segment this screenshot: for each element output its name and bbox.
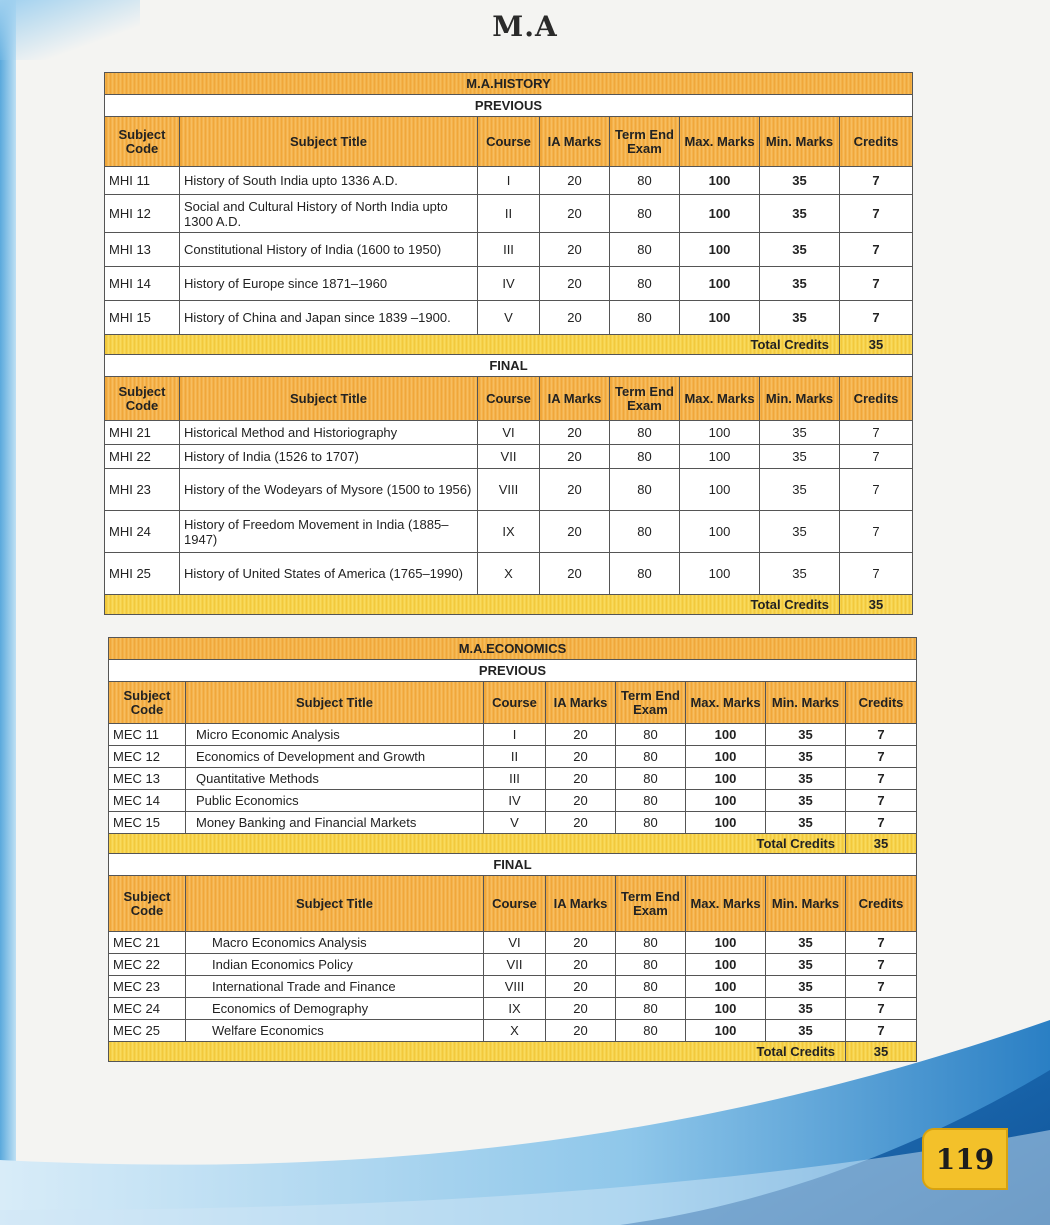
min-marks: 35	[766, 1020, 846, 1042]
credits: 7	[840, 445, 913, 469]
subject-code: MHI 21	[105, 421, 180, 445]
col-subject-title: Subject Title	[186, 682, 484, 724]
min-marks: 35	[760, 301, 840, 335]
credits: 7	[840, 167, 913, 195]
subject-code: MEC 12	[109, 746, 186, 768]
max-marks: 100	[686, 812, 766, 834]
term-end-exam: 80	[610, 167, 680, 195]
credits: 7	[846, 976, 917, 998]
subject-code: MHI 25	[105, 553, 180, 595]
ia-marks: 20	[540, 445, 610, 469]
subject-title: Welfare Economics	[186, 1020, 484, 1042]
course: VII	[478, 445, 540, 469]
course: II	[478, 195, 540, 233]
min-marks: 35	[766, 976, 846, 998]
subject-code: MEC 24	[109, 998, 186, 1020]
col-subject-code: Subject Code	[109, 876, 186, 932]
history-final-label: FINAL	[105, 355, 913, 377]
col-credits: Credits	[840, 377, 913, 421]
history-previous-label: PREVIOUS	[105, 95, 913, 117]
term-end-exam: 80	[616, 790, 686, 812]
max-marks: 100	[680, 267, 760, 301]
col-ia-marks: IA Marks	[546, 682, 616, 724]
ia-marks: 20	[540, 195, 610, 233]
subject-code: MEC 15	[109, 812, 186, 834]
max-marks: 100	[686, 724, 766, 746]
term-end-exam: 80	[610, 553, 680, 595]
table-row	[105, 445, 913, 469]
subject-code: MEC 21	[109, 932, 186, 954]
subject-code: MEC 13	[109, 768, 186, 790]
col-min-marks: Min. Marks	[760, 377, 840, 421]
min-marks: 35	[766, 932, 846, 954]
economics-previous-header-row	[109, 682, 917, 724]
subject-code: MEC 23	[109, 976, 186, 998]
subject-code: MHI 11	[105, 167, 180, 195]
col-term-end-exam: Term End Exam	[616, 876, 686, 932]
history-final-header-row	[105, 377, 913, 421]
history-table	[104, 72, 913, 615]
col-min-marks: Min. Marks	[766, 876, 846, 932]
max-marks: 100	[686, 1020, 766, 1042]
col-course: Course	[484, 876, 546, 932]
term-end-exam: 80	[616, 724, 686, 746]
subject-title: Economics of Development and Growth	[186, 746, 484, 768]
col-term-end-exam: Term End Exam	[610, 377, 680, 421]
page-number-badge: 119	[922, 1128, 1008, 1190]
subject-code: MEC 11	[109, 724, 186, 746]
col-subject-title: Subject Title	[186, 876, 484, 932]
total-credits-label: Total Credits	[109, 834, 846, 854]
subject-title: History of United States of America (1765–1990)	[180, 553, 478, 595]
table-row	[105, 469, 913, 511]
col-ia-marks: IA Marks	[540, 377, 610, 421]
min-marks: 35	[760, 511, 840, 553]
max-marks: 100	[680, 421, 760, 445]
min-marks: 35	[760, 469, 840, 511]
subject-title: Indian Economics Policy	[186, 954, 484, 976]
min-marks: 35	[760, 233, 840, 267]
ia-marks: 20	[540, 267, 610, 301]
table-row	[105, 553, 913, 595]
min-marks: 35	[760, 267, 840, 301]
subject-title: Micro Economic Analysis	[186, 724, 484, 746]
credits: 7	[840, 267, 913, 301]
credits: 7	[846, 932, 917, 954]
table-row	[105, 167, 913, 195]
credits: 7	[846, 812, 917, 834]
max-marks: 100	[680, 511, 760, 553]
course: IX	[484, 998, 546, 1020]
table-row	[109, 954, 917, 976]
max-marks: 100	[680, 301, 760, 335]
history-final-total-row	[105, 595, 913, 615]
subject-title: History of Europe since 1871–1960	[180, 267, 478, 301]
course: II	[484, 746, 546, 768]
subject-title: Historical Method and Historiography	[180, 421, 478, 445]
col-course: Course	[478, 377, 540, 421]
subject-code: MHI 14	[105, 267, 180, 301]
max-marks: 100	[686, 954, 766, 976]
col-max-marks: Max. Marks	[686, 876, 766, 932]
total-credits-value: 35	[846, 834, 917, 854]
subject-title: History of China and Japan since 1839 –1900.	[180, 301, 478, 335]
credits: 7	[840, 301, 913, 335]
course: IV	[478, 267, 540, 301]
table-row	[105, 233, 913, 267]
subject-title: History of India (1526 to 1707)	[180, 445, 478, 469]
min-marks: 35	[760, 445, 840, 469]
subject-code: MHI 15	[105, 301, 180, 335]
col-credits: Credits	[846, 876, 917, 932]
subject-title: Quantitative Methods	[186, 768, 484, 790]
subject-code: MHI 23	[105, 469, 180, 511]
min-marks: 35	[760, 421, 840, 445]
credits: 7	[846, 724, 917, 746]
term-end-exam: 80	[616, 954, 686, 976]
subject-code: MEC 22	[109, 954, 186, 976]
table-row	[109, 790, 917, 812]
course: I	[478, 167, 540, 195]
min-marks: 35	[766, 768, 846, 790]
ia-marks: 20	[546, 790, 616, 812]
total-credits-label: Total Credits	[105, 335, 840, 355]
col-subject-title: Subject Title	[180, 377, 478, 421]
course: X	[478, 553, 540, 595]
course: III	[478, 233, 540, 267]
term-end-exam: 80	[610, 195, 680, 233]
course: VII	[484, 954, 546, 976]
term-end-exam: 80	[616, 976, 686, 998]
table-row	[109, 1020, 917, 1042]
max-marks: 100	[686, 932, 766, 954]
subject-title: History of the Wodeyars of Mysore (1500 to 1956)	[180, 469, 478, 511]
course: VI	[478, 421, 540, 445]
col-min-marks: Min. Marks	[766, 682, 846, 724]
table-row	[109, 724, 917, 746]
term-end-exam: 80	[616, 768, 686, 790]
min-marks: 35	[766, 724, 846, 746]
term-end-exam: 80	[610, 267, 680, 301]
term-end-exam: 80	[610, 469, 680, 511]
min-marks: 35	[766, 812, 846, 834]
col-subject-code: Subject Code	[109, 682, 186, 724]
term-end-exam: 80	[610, 233, 680, 267]
total-credits-value: 35	[840, 595, 913, 615]
credits: 7	[840, 469, 913, 511]
ia-marks: 20	[546, 954, 616, 976]
table-row	[105, 511, 913, 553]
course: V	[484, 812, 546, 834]
subject-title: Public Economics	[186, 790, 484, 812]
table-row	[109, 998, 917, 1020]
subject-code: MHI 12	[105, 195, 180, 233]
subject-title: Economics of Demography	[186, 998, 484, 1020]
ia-marks: 20	[546, 998, 616, 1020]
subject-title: History of South India upto 1336 A.D.	[180, 167, 478, 195]
credits: 7	[840, 195, 913, 233]
credits: 7	[846, 768, 917, 790]
credits: 7	[846, 998, 917, 1020]
page-title: M.A	[492, 10, 558, 43]
table-row	[105, 301, 913, 335]
course: I	[484, 724, 546, 746]
ia-marks: 20	[540, 301, 610, 335]
table-row	[109, 812, 917, 834]
col-ia-marks: IA Marks	[546, 876, 616, 932]
table-row	[109, 768, 917, 790]
credits: 7	[846, 746, 917, 768]
max-marks: 100	[686, 976, 766, 998]
max-marks: 100	[686, 790, 766, 812]
total-credits-value: 35	[846, 1042, 917, 1062]
course: VIII	[478, 469, 540, 511]
min-marks: 35	[760, 167, 840, 195]
subject-code: MEC 25	[109, 1020, 186, 1042]
col-term-end-exam: Term End Exam	[616, 682, 686, 724]
total-credits-label: Total Credits	[109, 1042, 846, 1062]
economics-previous-label: PREVIOUS	[109, 660, 917, 682]
credits: 7	[840, 233, 913, 267]
term-end-exam: 80	[610, 301, 680, 335]
course: V	[478, 301, 540, 335]
history-previous-total-row	[105, 335, 913, 355]
course: VIII	[484, 976, 546, 998]
col-min-marks: Min. Marks	[760, 117, 840, 167]
term-end-exam: 80	[616, 746, 686, 768]
ia-marks: 20	[546, 812, 616, 834]
min-marks: 35	[760, 195, 840, 233]
table-row	[105, 195, 913, 233]
credits: 7	[846, 954, 917, 976]
max-marks: 100	[680, 195, 760, 233]
ia-marks: 20	[546, 932, 616, 954]
total-credits-label: Total Credits	[105, 595, 840, 615]
ia-marks: 20	[546, 1020, 616, 1042]
col-credits: Credits	[840, 117, 913, 167]
course: VI	[484, 932, 546, 954]
min-marks: 35	[760, 553, 840, 595]
col-course: Course	[484, 682, 546, 724]
min-marks: 35	[766, 998, 846, 1020]
col-course: Course	[478, 117, 540, 167]
max-marks: 100	[686, 768, 766, 790]
max-marks: 100	[680, 553, 760, 595]
ia-marks: 20	[540, 553, 610, 595]
credits: 7	[840, 511, 913, 553]
table-row	[105, 267, 913, 301]
credits: 7	[840, 421, 913, 445]
col-ia-marks: IA Marks	[540, 117, 610, 167]
credits: 7	[846, 1020, 917, 1042]
subject-title: Social and Cultural History of North India upto 1300 A.D.	[180, 195, 478, 233]
max-marks: 100	[680, 233, 760, 267]
ia-marks: 20	[540, 511, 610, 553]
credits: 7	[846, 790, 917, 812]
term-end-exam: 80	[616, 812, 686, 834]
table-row	[109, 932, 917, 954]
subject-title: Macro Economics Analysis	[186, 932, 484, 954]
ia-marks: 20	[546, 746, 616, 768]
col-subject-code: Subject Code	[105, 377, 180, 421]
course: IV	[484, 790, 546, 812]
subject-title: Money Banking and Financial Markets	[186, 812, 484, 834]
economics-table	[108, 637, 917, 1062]
col-term-end-exam: Term End Exam	[610, 117, 680, 167]
course: IX	[478, 511, 540, 553]
ia-marks: 20	[540, 167, 610, 195]
ia-marks: 20	[546, 976, 616, 998]
ia-marks: 20	[540, 421, 610, 445]
min-marks: 35	[766, 954, 846, 976]
table-row	[109, 746, 917, 768]
total-credits-value: 35	[840, 335, 913, 355]
col-max-marks: Max. Marks	[680, 117, 760, 167]
ia-marks: 20	[540, 233, 610, 267]
ia-marks: 20	[546, 724, 616, 746]
credits: 7	[840, 553, 913, 595]
col-subject-title: Subject Title	[180, 117, 478, 167]
economics-heading: M.A.ECONOMICS	[109, 638, 917, 660]
min-marks: 35	[766, 790, 846, 812]
history-previous-header-row	[105, 117, 913, 167]
subject-title: Constitutional History of India (1600 to 1950)	[180, 233, 478, 267]
max-marks: 100	[686, 998, 766, 1020]
subject-code: MHI 24	[105, 511, 180, 553]
col-max-marks: Max. Marks	[680, 377, 760, 421]
max-marks: 100	[686, 746, 766, 768]
col-max-marks: Max. Marks	[686, 682, 766, 724]
term-end-exam: 80	[616, 998, 686, 1020]
term-end-exam: 80	[616, 1020, 686, 1042]
economics-final-label: FINAL	[109, 854, 917, 876]
term-end-exam: 80	[610, 511, 680, 553]
max-marks: 100	[680, 469, 760, 511]
subject-title: History of Freedom Movement in India (1885–1947)	[180, 511, 478, 553]
col-credits: Credits	[846, 682, 917, 724]
min-marks: 35	[766, 746, 846, 768]
subject-code: MHI 13	[105, 233, 180, 267]
subject-code: MHI 22	[105, 445, 180, 469]
course: X	[484, 1020, 546, 1042]
history-heading: M.A.HISTORY	[105, 73, 913, 95]
table-row	[109, 976, 917, 998]
col-subject-code: Subject Code	[105, 117, 180, 167]
term-end-exam: 80	[610, 421, 680, 445]
table-row	[105, 421, 913, 445]
economics-previous-total-row	[109, 834, 917, 854]
subject-title: International Trade and Finance	[186, 976, 484, 998]
max-marks: 100	[680, 445, 760, 469]
max-marks: 100	[680, 167, 760, 195]
subject-code: MEC 14	[109, 790, 186, 812]
course: III	[484, 768, 546, 790]
economics-final-header-row	[109, 876, 917, 932]
ia-marks: 20	[540, 469, 610, 511]
ia-marks: 20	[546, 768, 616, 790]
term-end-exam: 80	[616, 932, 686, 954]
term-end-exam: 80	[610, 445, 680, 469]
economics-final-total-row	[109, 1042, 917, 1062]
